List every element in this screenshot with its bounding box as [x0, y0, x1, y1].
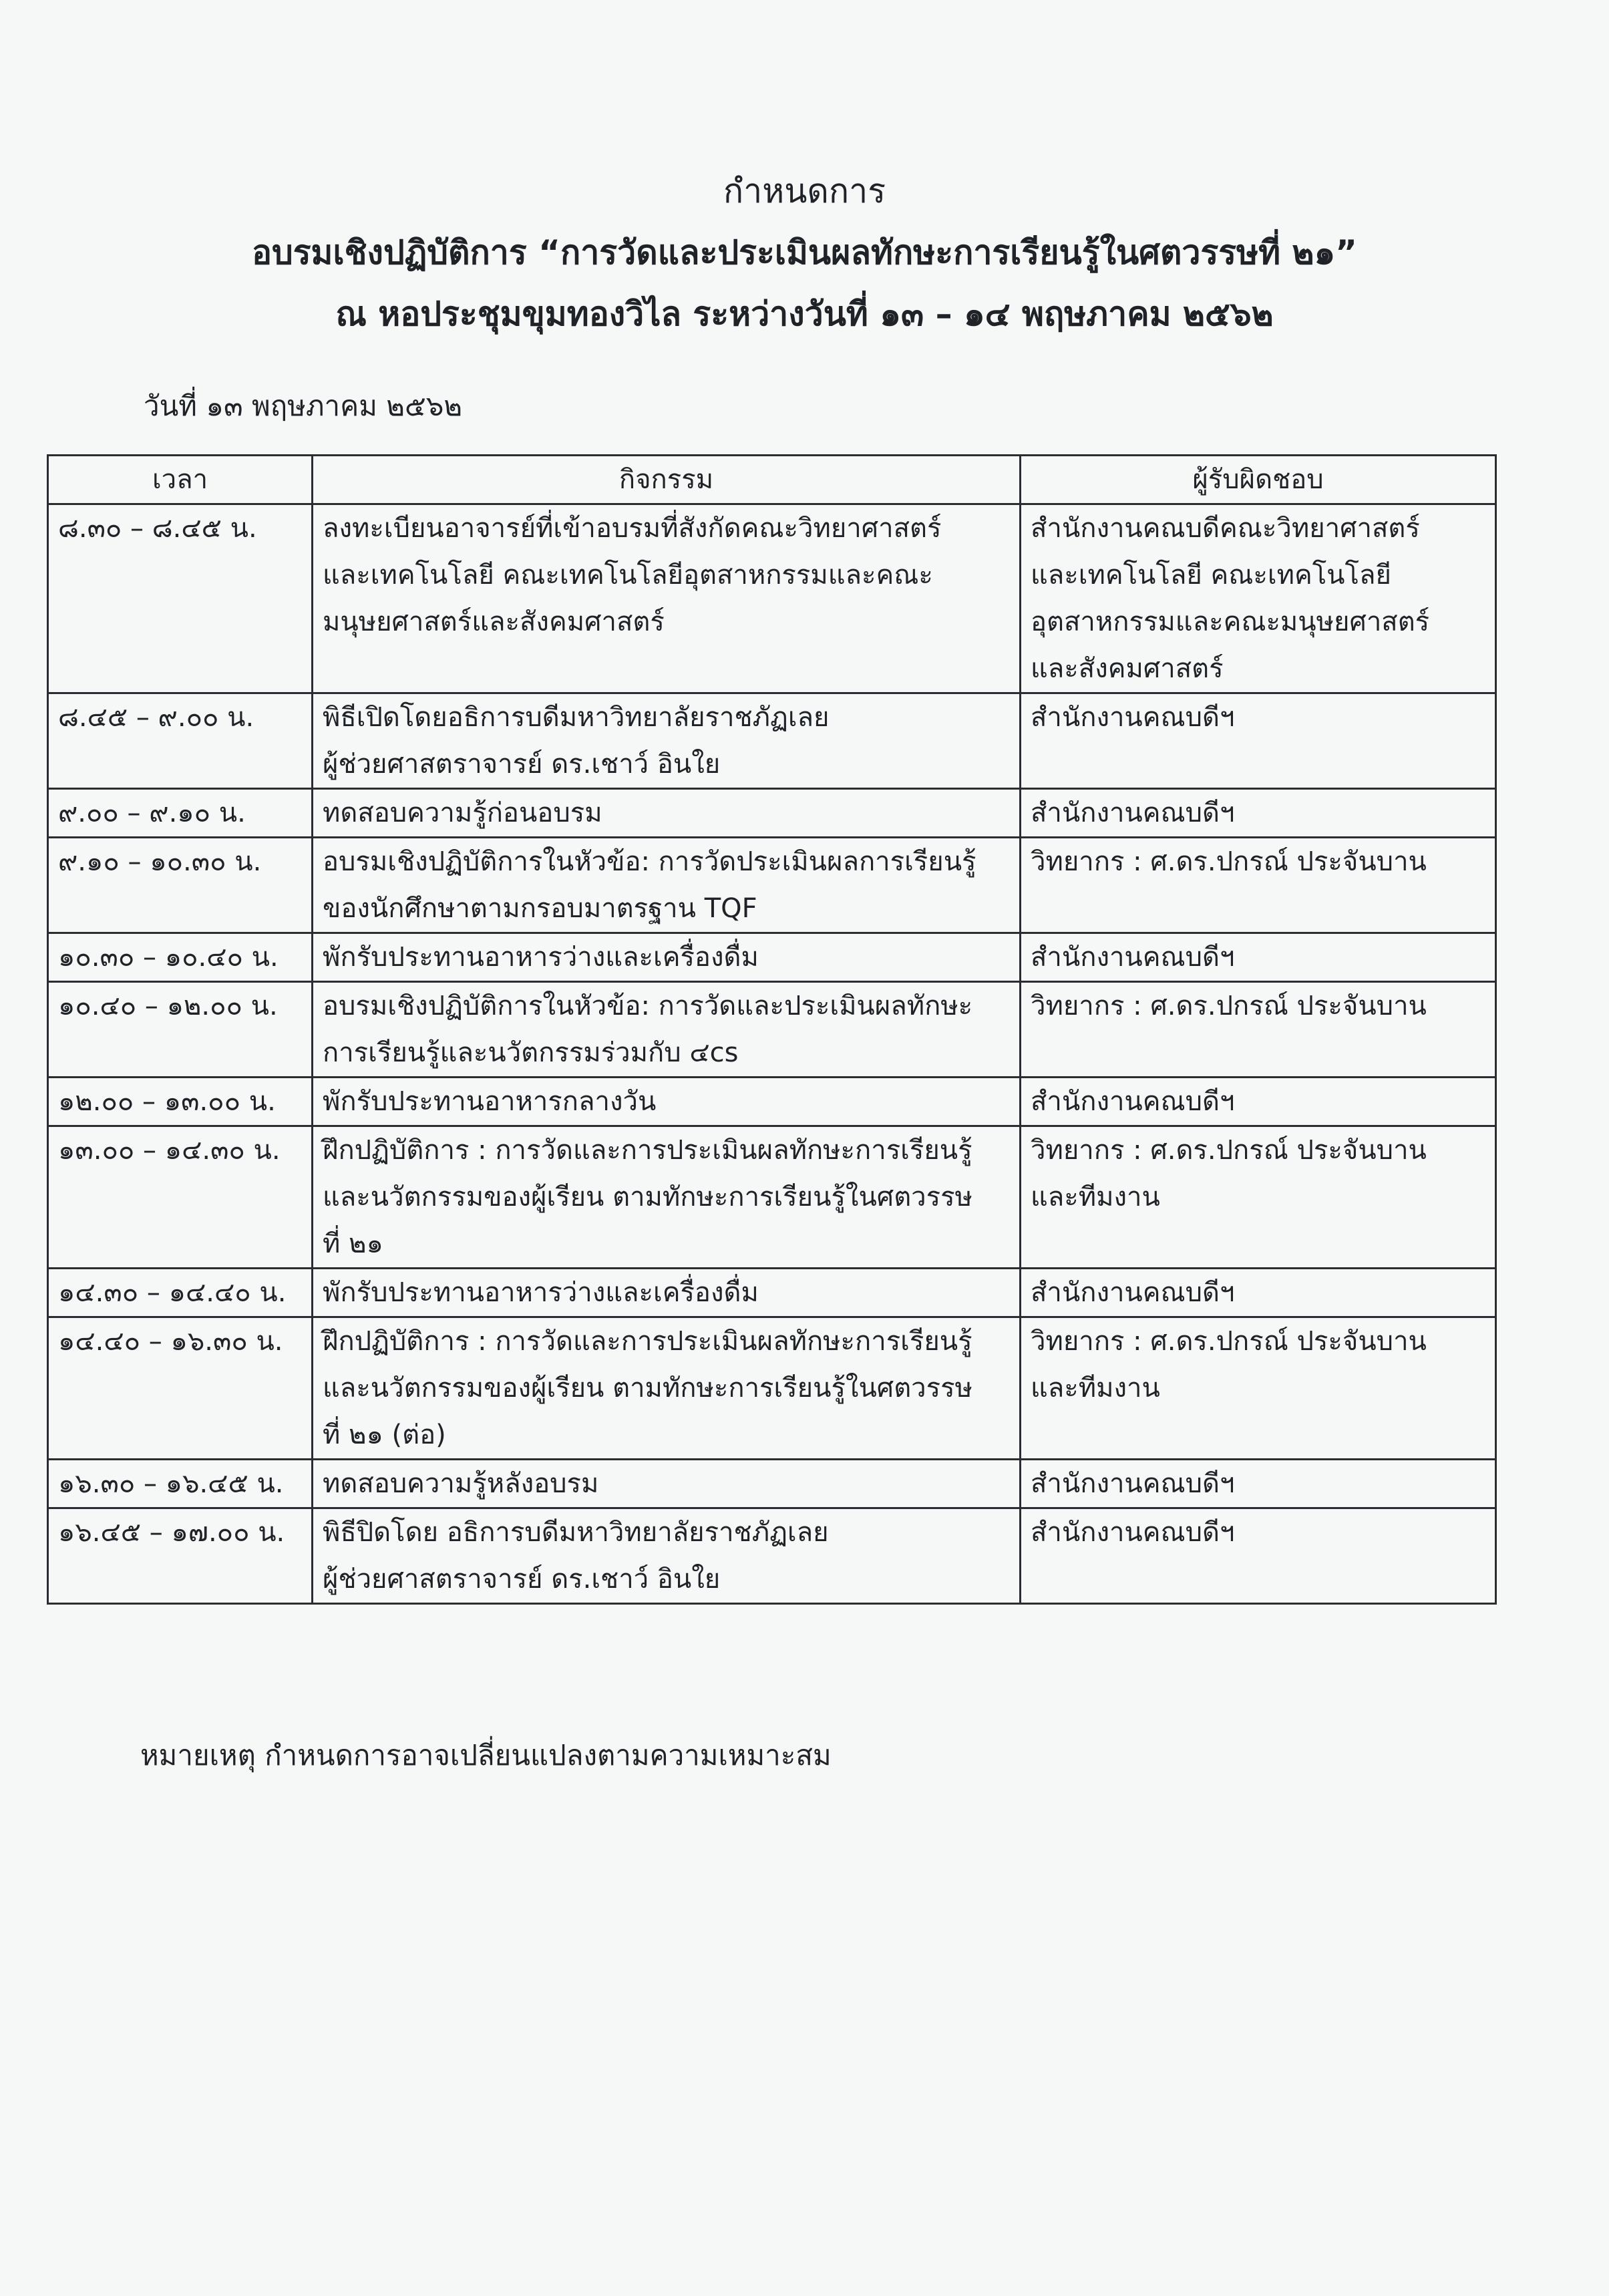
title-block	[0, 160, 1609, 345]
responsible-cell	[1021, 933, 1496, 982]
event-title: อบรมเชิงปฏิบัติการ “การวัดและประเมินผลทักษะการเรียนรู้ในศตวรรษที่ ๒๑”	[251, 233, 1358, 272]
activity-line: และนวัตกรรมของผู้เรียน ตามทักษะการเรียนรู้ในศตวรรษ	[323, 1373, 972, 1404]
activity-line: พักรับประทานอาหารกลางวัน	[323, 1086, 657, 1117]
header-time: เวลา	[48, 456, 313, 504]
table-row	[48, 838, 1496, 933]
activity-cell	[313, 1078, 1021, 1126]
time-cell: ๑๖.๔๕ – ๑๗.๐๐ น.	[48, 1508, 313, 1604]
responsible-line: สำนักงานคณบดีฯ	[1031, 798, 1235, 828]
responsible-line: วิทยากร : ศ.ดร.ปกรณ์ ประจันบาน	[1031, 991, 1427, 1021]
activity-line: มนุษยศาสตร์และสังคมศาสตร์	[323, 607, 665, 637]
activity-cell	[313, 693, 1021, 789]
activity-line: พิธีปิดโดย อธิการบดีมหาวิทยาลัยราชภัฏเลย	[323, 1517, 829, 1548]
responsible-cell	[1021, 1460, 1496, 1508]
activity-line: ผู้ช่วยศาสตราจารย์ ดร.เชาว์ อินใย	[323, 1564, 721, 1595]
responsible-line: และเทคโนโลยี คณะเทคโนโลยี	[1031, 560, 1391, 591]
responsible-line: และทีมงาน	[1031, 1182, 1160, 1212]
activity-line: พิธีเปิดโดยอธิการบดีมหาวิทยาลัยราชภัฏเลย	[323, 702, 830, 733]
activity-line: ทดสอบความรู้หลังอบรม	[323, 1468, 599, 1499]
responsible-line: สำนักงานคณบดีฯ	[1031, 1468, 1235, 1499]
time-cell: ๑๐.๓๐ – ๑๐.๔๐ น.	[48, 933, 313, 982]
time-cell: ๘.๓๐ – ๘.๔๕ น.	[48, 504, 313, 693]
responsible-cell	[1021, 693, 1496, 789]
activity-line: พักรับประทานอาหารว่างและเครื่องดื่ม	[323, 942, 759, 973]
table-row	[48, 1508, 1496, 1604]
time-cell: ๑๖.๓๐ – ๑๖.๔๕ น.	[48, 1460, 313, 1508]
schedule-date: วันที่ ๑๓ พฤษภาคม ๒๕๖๒	[144, 389, 463, 422]
activity-cell	[313, 933, 1021, 982]
table-row	[48, 933, 1496, 982]
activity-cell	[313, 789, 1021, 838]
activity-line: และนวัตกรรมของผู้เรียน ตามทักษะการเรียนรู้ในศตวรรษ	[323, 1182, 972, 1212]
table-row	[48, 1317, 1496, 1460]
time-cell: ๑๒.๐๐ – ๑๓.๐๐ น.	[48, 1078, 313, 1126]
activity-cell	[313, 982, 1021, 1078]
responsible-line: วิทยากร : ศ.ดร.ปกรณ์ ประจันบาน	[1031, 1135, 1427, 1166]
header-responsible: ผู้รับผิดชอบ	[1021, 456, 1496, 504]
time-cell: ๑๔.๓๐ – ๑๔.๔๐ น.	[48, 1269, 313, 1317]
activity-line: ที่ ๒๑ (ต่อ)	[323, 1420, 446, 1450]
table-row	[48, 1078, 1496, 1126]
responsible-line: และสังคมศาสตร์	[1031, 653, 1224, 684]
time-cell: ๙.๐๐ – ๙.๑๐ น.	[48, 789, 313, 838]
responsible-line: สำนักงานคณบดีฯ	[1031, 942, 1235, 973]
activity-line: ฝึกปฏิบัติการ : การวัดและการประเมินผลทักษะการเรียนรู้	[323, 1135, 972, 1166]
activity-line: ฝึกปฏิบัติการ : การวัดและการประเมินผลทักษะการเรียนรู้	[323, 1326, 972, 1357]
schedule-table	[47, 454, 1497, 1605]
responsible-cell	[1021, 1317, 1496, 1460]
responsible-cell	[1021, 1269, 1496, 1317]
activity-line: ผู้ช่วยศาสตราจารย์ ดร.เชาว์ อินใย	[323, 749, 721, 780]
document-title: กำหนดการ	[723, 172, 886, 210]
activity-line: การเรียนรู้และนวัตกรรมร่วมกับ ๔cs	[323, 1037, 739, 1068]
responsible-line: วิทยากร : ศ.ดร.ปกรณ์ ประจันบาน	[1031, 1326, 1427, 1357]
responsible-line: อุตสาหกรรมและคณะมนุษยศาสตร์	[1031, 607, 1430, 637]
table-row	[48, 1269, 1496, 1317]
header-activity: กิจกรรม	[313, 456, 1021, 504]
activity-line: ทดสอบความรู้ก่อนอบรม	[323, 798, 602, 828]
responsible-line: และทีมงาน	[1031, 1373, 1160, 1404]
time-cell: ๑๓.๐๐ – ๑๔.๓๐ น.	[48, 1126, 313, 1269]
activity-cell	[313, 1126, 1021, 1269]
responsible-line: สำนักงานคณบดีฯ	[1031, 1277, 1235, 1308]
activity-line: อบรมเชิงปฏิบัติการในหัวข้อ: การวัดประเมินผลการเรียนรู้	[323, 846, 976, 877]
activity-cell	[313, 1460, 1021, 1508]
activity-cell	[313, 1508, 1021, 1604]
responsible-line: สำนักงานคณบดีคณะวิทยาศาสตร์	[1031, 513, 1420, 544]
table-header-row	[48, 456, 1496, 504]
activity-line: และเทคโนโลยี คณะเทคโนโลยีอุตสาหกรรมและคณะ	[323, 560, 933, 591]
remark-note: หมายเหตุ กำหนดการอาจเปลี่ยนแปลงตามความเหมาะสม	[140, 1739, 832, 1772]
activity-line: พักรับประทานอาหารว่างและเครื่องดื่ม	[323, 1277, 759, 1308]
activity-cell	[313, 1269, 1021, 1317]
activity-line: ที่ ๒๑	[323, 1228, 383, 1259]
activity-line: อบรมเชิงปฏิบัติการในหัวข้อ: การวัดและประเมินผลทักษะ	[323, 991, 973, 1021]
time-cell: ๙.๑๐ – ๑๐.๓๐ น.	[48, 838, 313, 933]
time-cell: ๑๔.๔๐ – ๑๖.๓๐ น.	[48, 1317, 313, 1460]
activity-cell	[313, 504, 1021, 693]
responsible-cell	[1021, 982, 1496, 1078]
venue-and-dates: ณ หอประชุมขุมทองวิไล ระหว่างวันที่ ๑๓ – ๑๔ พฤษภาคม ๒๕๖๒	[335, 295, 1274, 333]
time-cell: ๑๐.๔๐ – ๑๒.๐๐ น.	[48, 982, 313, 1078]
table-row	[48, 982, 1496, 1078]
table-row	[48, 789, 1496, 838]
responsible-line: สำนักงานคณบดีฯ	[1031, 702, 1235, 733]
activity-cell	[313, 1317, 1021, 1460]
table-row	[48, 504, 1496, 693]
table-row	[48, 1126, 1496, 1269]
responsible-line: สำนักงานคณบดีฯ	[1031, 1517, 1235, 1548]
activity-cell	[313, 838, 1021, 933]
activity-line: ลงทะเบียนอาจารย์ที่เข้าอบรมที่สังกัดคณะวิทยาศาสตร์	[323, 513, 942, 544]
responsible-cell	[1021, 1078, 1496, 1126]
responsible-line: วิทยากร : ศ.ดร.ปกรณ์ ประจันบาน	[1031, 846, 1427, 877]
responsible-cell	[1021, 504, 1496, 693]
responsible-cell	[1021, 838, 1496, 933]
responsible-cell	[1021, 1126, 1496, 1269]
table-row	[48, 693, 1496, 789]
responsible-cell	[1021, 1508, 1496, 1604]
activity-line: ของนักศึกษาตามกรอบมาตรฐาน TQF	[323, 893, 757, 924]
schedule-rows	[48, 504, 1496, 1604]
responsible-line: สำนักงานคณบดีฯ	[1031, 1086, 1235, 1117]
time-cell: ๘.๔๕ – ๙.๐๐ น.	[48, 693, 313, 789]
table-row	[48, 1460, 1496, 1508]
responsible-cell	[1021, 789, 1496, 838]
